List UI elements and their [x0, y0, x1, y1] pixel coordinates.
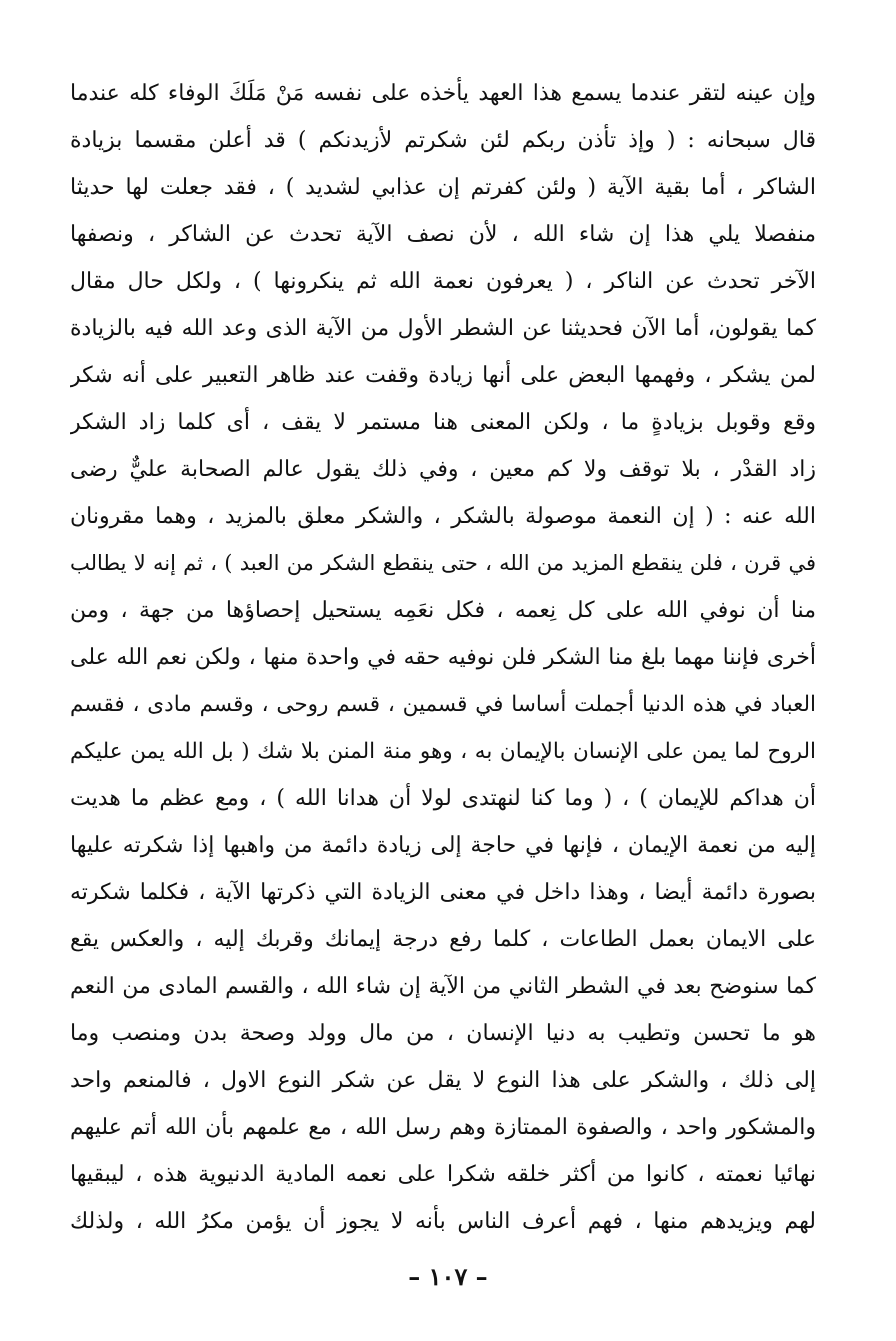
text-line: الآخر تحدث عن الناكر ، ( يعرفون نعمة الله ثم ينكرونها ) ، ولكل حال مقال [70, 269, 816, 294]
text-line: العباد في هذه الدنيا أجملت أساسا في قسمين ، قسم روحى ، وقسم مادى ، فقسم [70, 692, 816, 717]
text-line: منفصلا يلي هذا إن شاء الله ، لأن نصف الآية تحدث عن الشاكر ، ونصفها [70, 222, 816, 247]
text-line: زاد القدْر ، بلا توقف ولا كم معين ، وفي ذلك يقول عالم الصحابة عليٌّ رضى [70, 457, 816, 482]
text-line: أخرى فإننا مهما بلغ منا الشكر فلن نوفيه حقه في واحدة منها ، ولكن نعم الله على [70, 645, 816, 670]
text-line: الروح لما يمن على الإنسان بالإيمان به ، وهو منة المنن بلا شك ( بل الله يمن عليكم [70, 739, 816, 764]
text-line: هو ما تحسن وتطيب به دنيا الإنسان ، من مال وولد وصحة بدن ومنصب وما [70, 1021, 816, 1046]
text-line: وقع وقوبل بزيادةٍ ما ، ولكن المعنى هنا مستمر لا يقف ، أى كلما زاد الشكر [70, 410, 816, 435]
text-line: كما سنوضح بعد في الشطر الثاني من الآية إن شاء الله ، والقسم المادى من النعم [70, 974, 816, 999]
text-line: على الايمان بعمل الطاعات ، كلما رفع درجة إيمانك وقربك إليه ، والعكس يقع [70, 927, 816, 952]
text-line: لهم ويزيدهم منها ، فهم أعرف الناس بأنه لا يجوز أن يؤمن مكرُ الله ، ولذلك [70, 1209, 816, 1234]
text-line: بصورة دائمة أيضا ، وهذا داخل في معنى الزيادة التي ذكرتها الآية ، فكلما شكرته [70, 880, 816, 905]
body-text [70, 70, 816, 1245]
text-line: الشاكر ، أما بقية الآية ( ولئن كفرتم إن عذابي لشديد ) ، فقد جعلت لها حديثا [70, 175, 816, 200]
text-line: لمن يشكر ، وفهمها البعض على أنها زيادة وقفت عند ظاهر التعبير على أنه شكر [70, 363, 816, 388]
text-line: إلى ذلك ، والشكر على هذا النوع لا يقل عن شكر النوع الاول ، فالمنعم واحد [70, 1068, 816, 1093]
page-number: – ١٠٧ – [408, 1262, 488, 1291]
text-line: في قرن ، فلن ينقطع المزيد من الله ، حتى ينقطع الشكر من العبد ) ، ثم إنه لا يطالب [70, 551, 816, 575]
text-line: الله عنه : ( إن النعمة موصولة بالشكر ، والشكر معلق بالمزيد ، وهما مقرونان [70, 504, 816, 529]
text-line: والمشكور واحد ، والصفوة الممتازة وهم رسل الله ، مع علمهم بأن الله أتم عليهم [70, 1115, 816, 1140]
text-line: قال سبحانه : ( وإذ تأذن ربكم لئن شكرتم لأزيدنكم ) قد أعلن مقسما بزيادة [70, 128, 816, 153]
text-line: منا أن نوفي الله على كل نِعمه ، فكل نعَمِه يستحيل إحصاؤها من جهة ، ومن [70, 598, 816, 623]
text-line: وإن عينه لتقر عندما يسمع هذا العهد يأخذه على نفسه مَنْ مَلَكَ الوفاء كله عندما [70, 81, 816, 106]
text-line: إليه من نعمة الإيمان ، فإنها في حاجة إلى زيادة دائمة من واهبها إذا شكرته عليها [70, 833, 816, 858]
text-line: كما يقولون، أما الآن فحديثنا عن الشطر الأول من الآية الذى وعد الله فيه بالزيادة [70, 316, 816, 341]
text-line: نهائيا نعمته ، كانوا من أكثر خلقه شكرا على نعمه المادية الدنيوية هذه ، ليبقيها [70, 1162, 816, 1187]
text-line: أن هداكم للإيمان ) ، ( وما كنا لنهتدى لولا أن هدانا الله ) ، ومع عظم ما هديت [70, 786, 816, 811]
